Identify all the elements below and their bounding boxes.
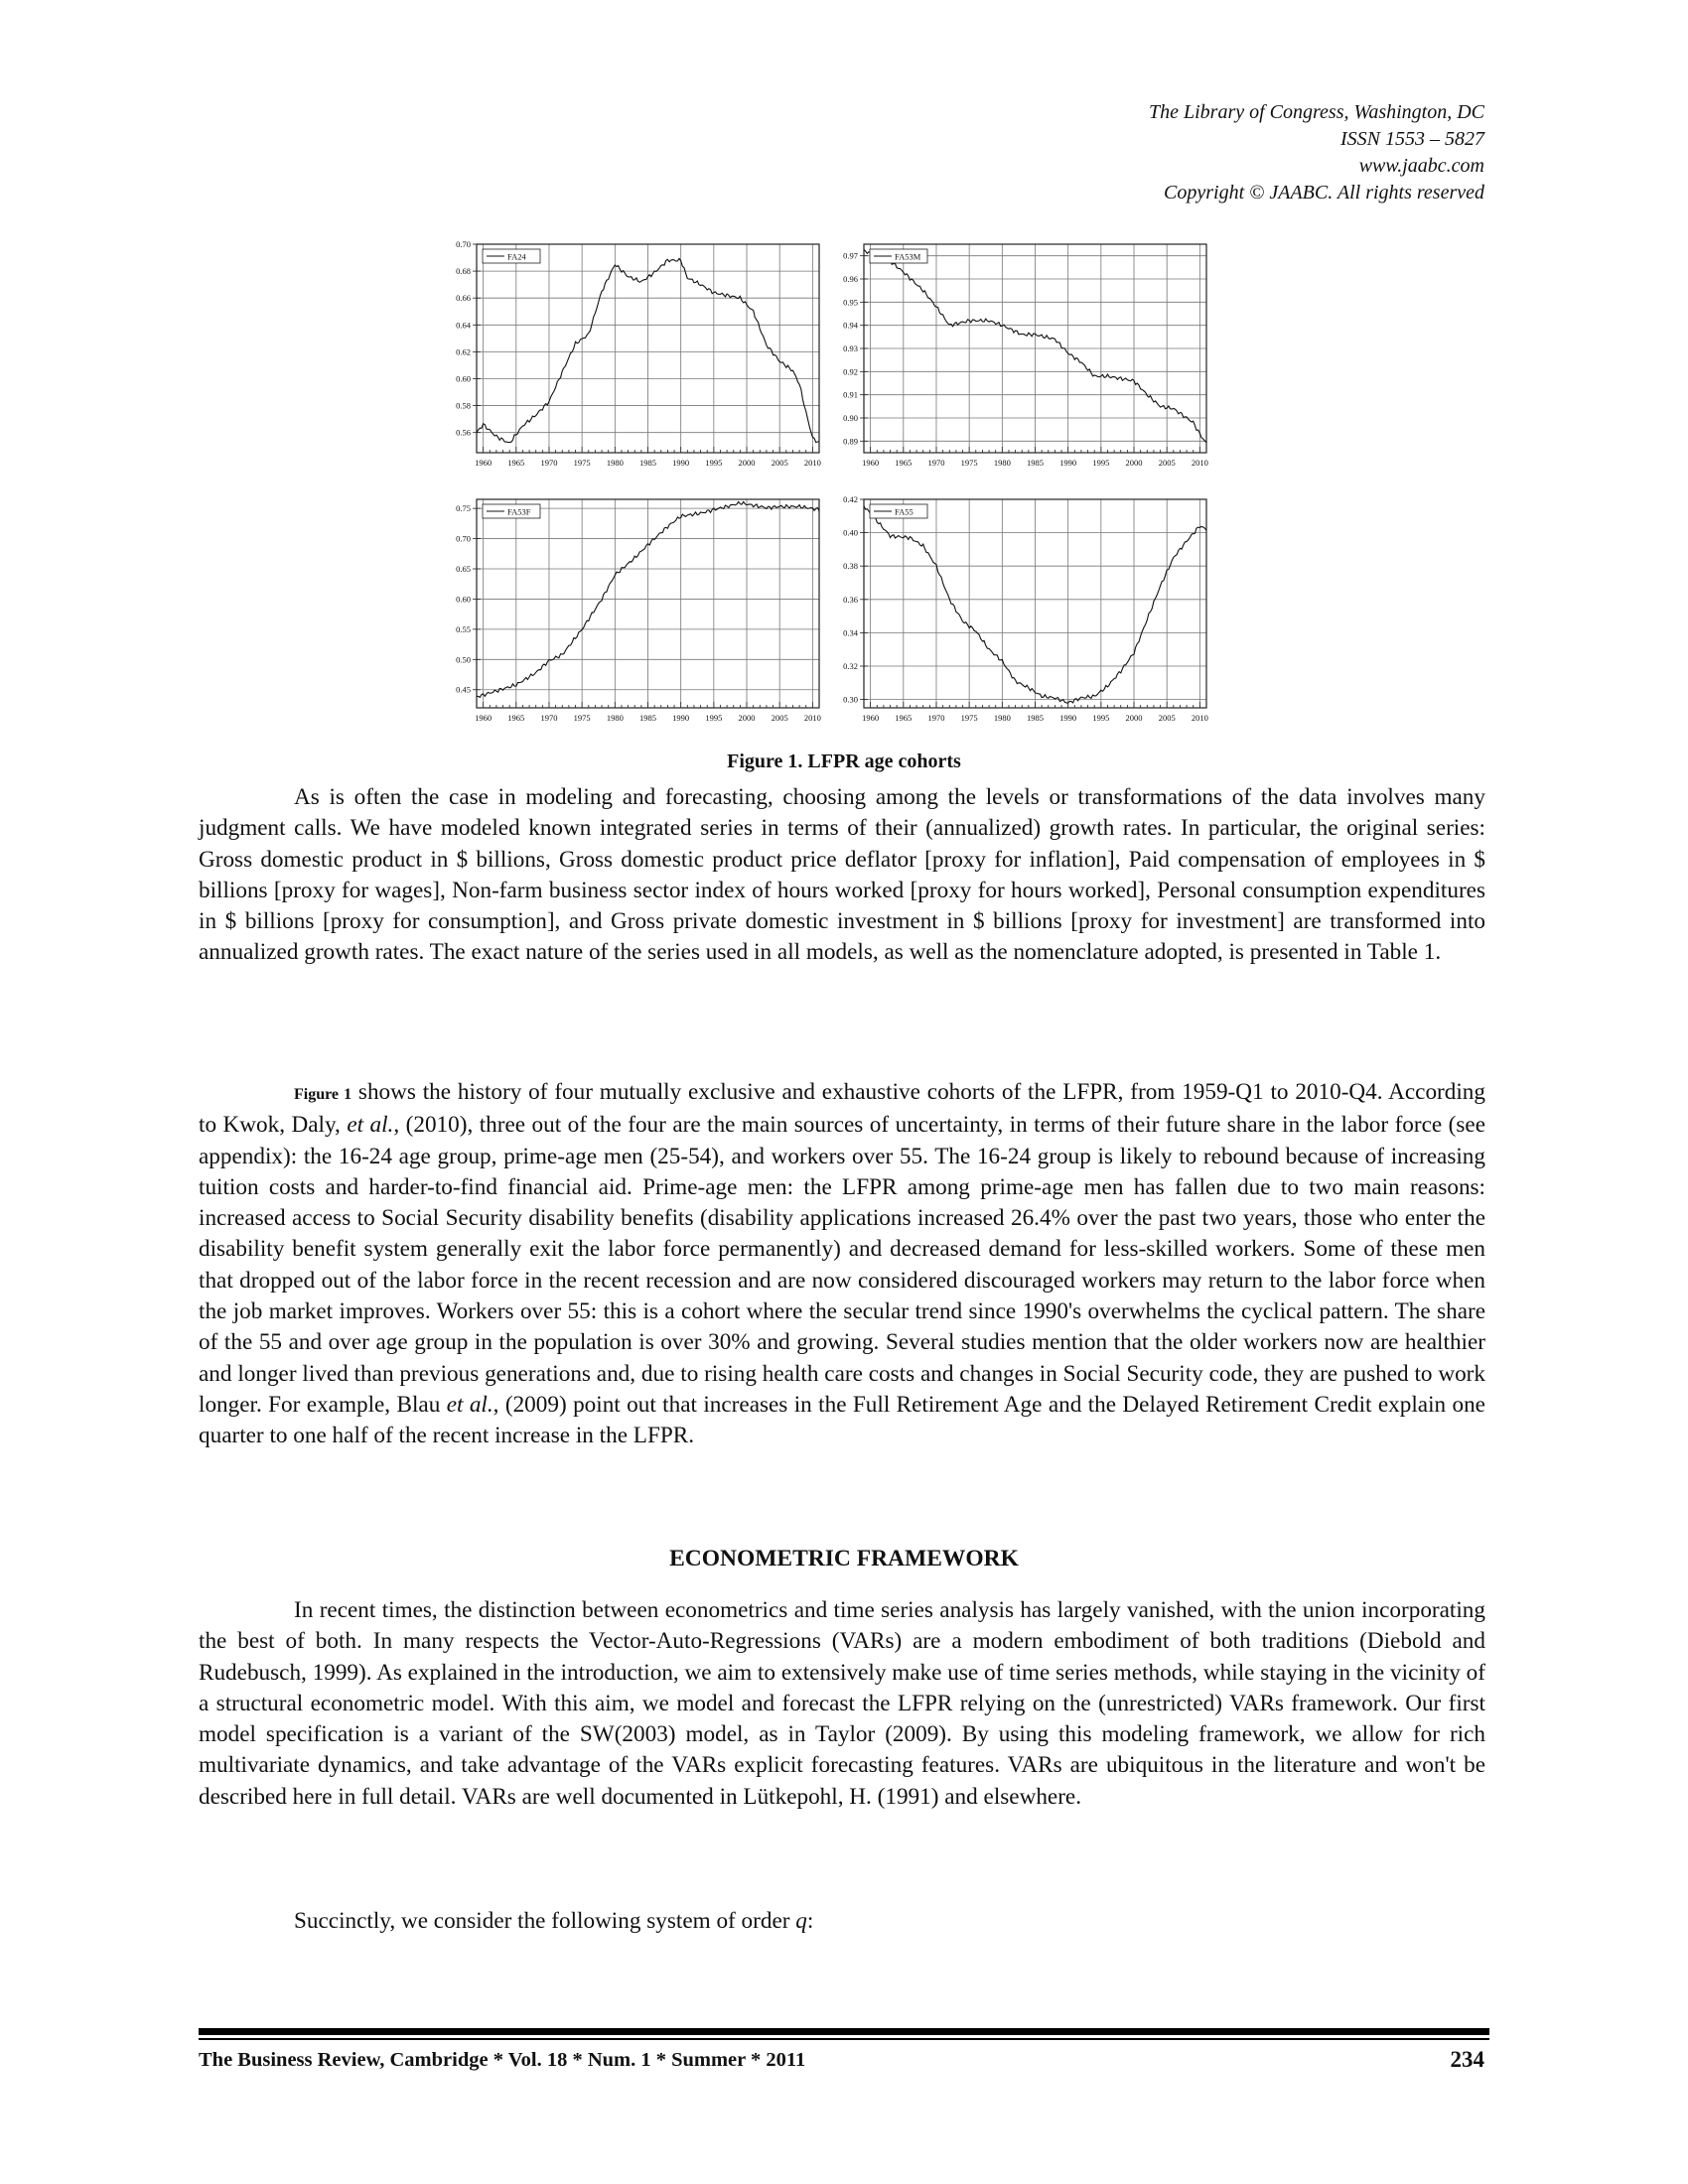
y-tick-label: 0.56 [456, 427, 471, 438]
x-tick-label: 1995 [705, 458, 723, 468]
y-tick-label: 0.36 [843, 594, 858, 605]
x-tick-label: 1980 [606, 458, 624, 468]
y-tick-label: 0.93 [843, 343, 858, 353]
x-tick-label: 2005 [771, 713, 788, 723]
figure-reference: Figure 1 [294, 1086, 352, 1103]
x-tick-label: 2000 [738, 713, 756, 723]
x-tick-label: 1970 [540, 713, 558, 723]
x-tick-label: 1965 [507, 458, 525, 468]
figure-caption: Figure 1. LFPR age cohorts [727, 751, 961, 772]
y-tick-label: 0.60 [456, 594, 471, 605]
paragraph-4-text-b: : [806, 1908, 814, 1934]
y-tick-label: 0.38 [843, 561, 858, 572]
y-tick-label: 0.62 [456, 346, 471, 357]
figure-1 [397, 236, 1231, 752]
y-tick-label: 0.45 [456, 684, 471, 695]
y-tick-label: 0.42 [843, 494, 858, 504]
x-tick-label: 2010 [803, 458, 821, 468]
chart-panel-fa24 [456, 239, 821, 468]
y-tick-label: 0.55 [456, 623, 471, 634]
y-tick-label: 0.97 [843, 250, 858, 261]
footer-rule-thin [199, 2038, 1489, 2040]
x-tick-label: 1970 [540, 458, 558, 468]
x-tick-label: 1975 [960, 713, 978, 723]
header-copyright: Copyright © JAABC. All rights reserved [1164, 182, 1484, 204]
legend-label: FA53M [895, 251, 921, 262]
y-tick-label: 0.65 [456, 564, 471, 574]
legend-label: FA24 [507, 251, 526, 262]
y-tick-label: 0.50 [456, 654, 471, 665]
x-tick-label: 2005 [1158, 458, 1176, 468]
x-tick-label: 2000 [1125, 713, 1143, 723]
y-tick-label: 0.95 [843, 297, 858, 308]
y-tick-label: 0.70 [456, 239, 471, 249]
x-tick-label: 1990 [672, 713, 690, 723]
paragraph-4-text-a: Succinctly, we consider the following system of order [294, 1908, 796, 1934]
chart-panel-fa53m [843, 244, 1208, 468]
y-tick-label: 0.91 [843, 389, 858, 400]
y-tick-label: 0.58 [456, 400, 471, 411]
x-tick-label: 2005 [771, 458, 788, 468]
paragraph-2-text-b: , (2010), three out of the four are the main sources of uncertainty, in terms of their future share in the labor force (see appendix): the 16-24 age group, prime-age men (25-54), and workers over 55. The 16-24 group is likely to rebound because of increasing tuition costs and harder-to-find financial aid. Prime-age men: the LFPR among prime-age men has fallen due to two main reasons: increased access to Social Security disability benefits (disability applications increased 26.4% over the past two years, those who enter the disability benefit system generally exit the labor force permanently) and decreased demand for less-skilled workers. Some of these men that dropped out of the labor force in the recent recession and are now considered discouraged workers may return to the labor force when the job market improves. Workers over 55: this is a cohort where the secular trend since 1990's overwhelms the cyclical pattern. The share of the 55 and over age group in the population is over 30% and growing. Several studies mention that the older workers now are healthier and longer lived than previous generations and, due to rising health care costs and changes in Social Security code, they are pushed to work longer. For example, Blau [199, 1112, 1485, 1418]
y-tick-label: 0.64 [456, 320, 471, 331]
y-tick-label: 0.40 [843, 527, 858, 538]
x-tick-label: 1995 [705, 713, 723, 723]
x-tick-label: 2010 [803, 713, 821, 723]
y-tick-label: 0.70 [456, 533, 471, 544]
x-tick-label: 1985 [1027, 458, 1044, 468]
et-al-1: et al. [347, 1112, 394, 1139]
x-tick-label: 1975 [573, 458, 591, 468]
x-tick-label: 1960 [862, 458, 880, 468]
y-tick-label: 0.30 [843, 694, 858, 705]
x-tick-label: 1995 [1092, 458, 1110, 468]
y-tick-label: 0.94 [843, 320, 858, 331]
chart-panel-fa53f [456, 499, 821, 723]
y-tick-label: 0.92 [843, 366, 858, 377]
x-tick-label: 1985 [639, 713, 656, 723]
x-tick-label: 1965 [895, 458, 913, 468]
paragraph-system-order [199, 1906, 1485, 1937]
x-tick-label: 1965 [895, 713, 913, 723]
x-tick-label: 1990 [1059, 458, 1077, 468]
legend-label: FA55 [895, 506, 914, 517]
x-tick-label: 1990 [672, 458, 690, 468]
section-heading: ECONOMETRIC FRAMEWORK [669, 1546, 1019, 1571]
y-tick-label: 0.75 [456, 503, 471, 514]
paragraph-2-text-c: , (2009) point out that increases in the Full Retirement Age and the Delayed Retirement Credit explain one quarter to one half of the recent increase in the LFPR. [199, 1391, 1485, 1449]
lfpr-charts [397, 236, 1231, 752]
footer-journal: The Business Review, Cambridge * Vol. 18 * Num. 1 * Summer * 2011 [199, 2049, 806, 2071]
paragraph-lfpr-cohorts [199, 1077, 1485, 1452]
x-tick-label: 2000 [738, 458, 756, 468]
header-library: The Library of Congress, Washington, DC [1148, 101, 1484, 123]
x-tick-label: 1980 [606, 713, 624, 723]
y-tick-label: 0.89 [843, 436, 858, 447]
footer-rule-thick [199, 2028, 1489, 2035]
x-tick-label: 2000 [1125, 458, 1143, 468]
x-tick-label: 1965 [507, 713, 525, 723]
x-tick-label: 2010 [1191, 458, 1208, 468]
x-tick-label: 1980 [993, 458, 1011, 468]
x-tick-label: 1960 [862, 713, 880, 723]
x-tick-label: 1975 [573, 713, 591, 723]
y-tick-label: 0.68 [456, 266, 471, 277]
x-tick-label: 1980 [993, 713, 1011, 723]
x-tick-label: 1995 [1092, 713, 1110, 723]
paragraph-2-text-a: shows the history of four mutually exclusive and exhaustive cohorts of the LFPR, from 1959-Q1 to 2010-Q4. According to Kwok, Daly, [199, 1079, 1485, 1139]
x-tick-label: 1960 [475, 713, 492, 723]
et-al-2: et al. [446, 1391, 493, 1418]
x-tick-label: 1975 [960, 458, 978, 468]
x-tick-label: 1970 [927, 458, 945, 468]
x-tick-label: 1970 [927, 713, 945, 723]
page-number: 234 [1450, 2047, 1484, 2072]
x-tick-label: 1960 [475, 458, 492, 468]
x-tick-label: 1990 [1059, 713, 1077, 723]
y-tick-label: 0.60 [456, 373, 471, 384]
header-website: www.jaabc.com [1358, 155, 1484, 177]
y-tick-label: 0.66 [456, 293, 471, 304]
paragraph-1-text: As is often the case in modeling and forecasting, choosing among the levels or transformations of the data involves many judgment calls. We have modeled known integrated series in terms of their (annualized) growth rates. In particular, the original series: Gross domestic product in $ billions, Gross domestic product price deflator [proxy for inflation], Paid compensation of employees in $ billions [proxy for wages], Non-farm business sector index of hours worked [proxy for hours worked], Personal consumption expenditures in $ billions [proxy for consumption], and Gross private domestic investment in $ billions [proxy for investment] are transformed into annualized growth rates. The exact nature of the series used in all models, as well as the nomenclature adopted, is presented in Table 1. [199, 784, 1485, 966]
chart-panel-fa55 [843, 494, 1208, 723]
y-tick-label: 0.34 [843, 627, 858, 638]
x-tick-label: 1985 [639, 458, 656, 468]
paragraph-var-framework [199, 1595, 1485, 1813]
header-issn: ISSN 1553 – 5827 [1340, 128, 1484, 150]
paragraph-3-text: In recent times, the distinction between econometrics and time series analysis has largely vanished, with the union incorporating the best of both. In many respects the Vector-Auto-Regressions (VARs) are a modern embodiment of both traditions (Diebold and Rudebusch, 1999). As explained in the introduction, we aim to extensively make use of time series methods, while staying in the vicinity of a structural econometric model. With this aim, we model and forecast the LFPR relying on the (unrestricted) VARs framework. Our first model specification is a variant of the SW(2003) model, as in Taylor (2009). By using this modeling framework, we allow for rich multivariate dynamics, and take advantage of the VARs explicit forecasting features. VARs are ubiquitous in the literature and won't be described here in full detail. VARs are well documented in Lütkepohl, H. (1991) and elsewhere. [199, 1597, 1485, 1810]
x-tick-label: 2005 [1158, 713, 1176, 723]
legend-label: FA53F [507, 506, 531, 517]
x-tick-label: 2010 [1191, 713, 1208, 723]
order-symbol: q [795, 1908, 807, 1934]
y-tick-label: 0.96 [843, 274, 858, 284]
footer-rule [199, 2028, 1489, 2040]
y-tick-label: 0.90 [843, 413, 858, 423]
x-tick-label: 1985 [1027, 713, 1044, 723]
journal-header [1149, 99, 1484, 206]
y-tick-label: 0.32 [843, 661, 858, 671]
paragraph-data-transformations [199, 782, 1485, 969]
